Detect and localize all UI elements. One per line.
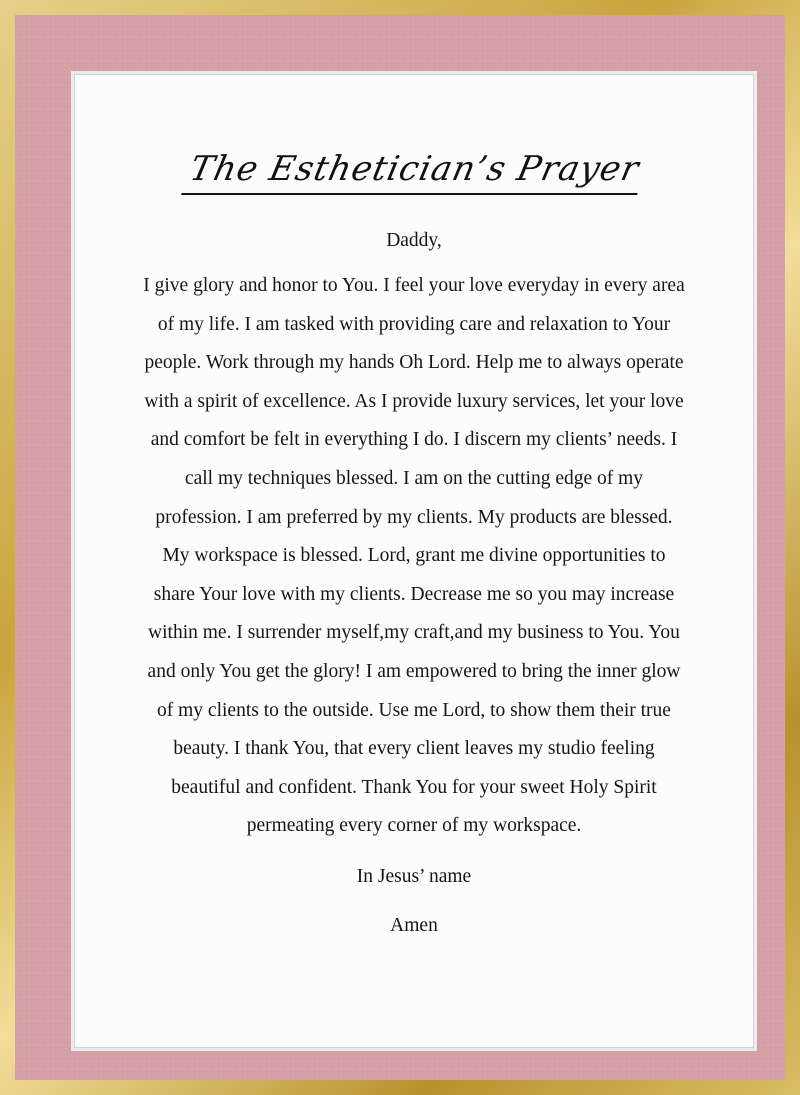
prayer-line: beautiful and confident. Thank You for your sweet Holy Spirit [171,776,657,798]
prayer-line: of my life. I am tasked with providing care and relaxation to Your [157,313,671,335]
prayer-line: share Your love with my clients. Decrease me so you may increase [153,583,675,605]
prayer-body [96,267,732,846]
prayer-line: and only You get the glory! I am empowered to bring the inner glow [147,660,681,682]
prayer-line: profession. I am preferred by my clients. My products are blessed. [155,506,673,528]
prayer-line: with a spirit of excellence. As I provide luxury services, let your love [144,390,684,412]
prayer-line: permeating every corner of my workspace. [246,815,582,837]
greeting: Daddy, [386,230,442,251]
prayer-paper [71,71,757,1051]
prayer-line: call my techniques blessed. I am on the cutting edge of my [184,467,644,489]
prayer-line: and comfort be felt in everything I do. I discern my clients’ needs. I [150,429,678,451]
title-heading [74,149,754,195]
prayer-line: of my clients to the outside. Use me Lord, to show them their true [157,699,671,721]
prayer-line: beauty. I thank You, that every client leaves my studio feeling [173,738,655,760]
prayer-line: people. Work through my hands Oh Lord. Help me to always operate [144,352,684,374]
amen-line: Amen [390,915,438,936]
title-text: The Esthetician’s Prayer [181,149,647,195]
closing-line: In Jesus’ name [356,866,472,887]
prayer-line: I give glory and honor to You. I feel your love everyday in every area [143,275,685,296]
pink-mat [15,15,785,1080]
prayer-line: My workspace is blessed. Lord, grant me divine opportunities to [162,545,666,567]
prayer-line: within me. I surrender myself,my craft,and my business to You. You [148,622,680,644]
